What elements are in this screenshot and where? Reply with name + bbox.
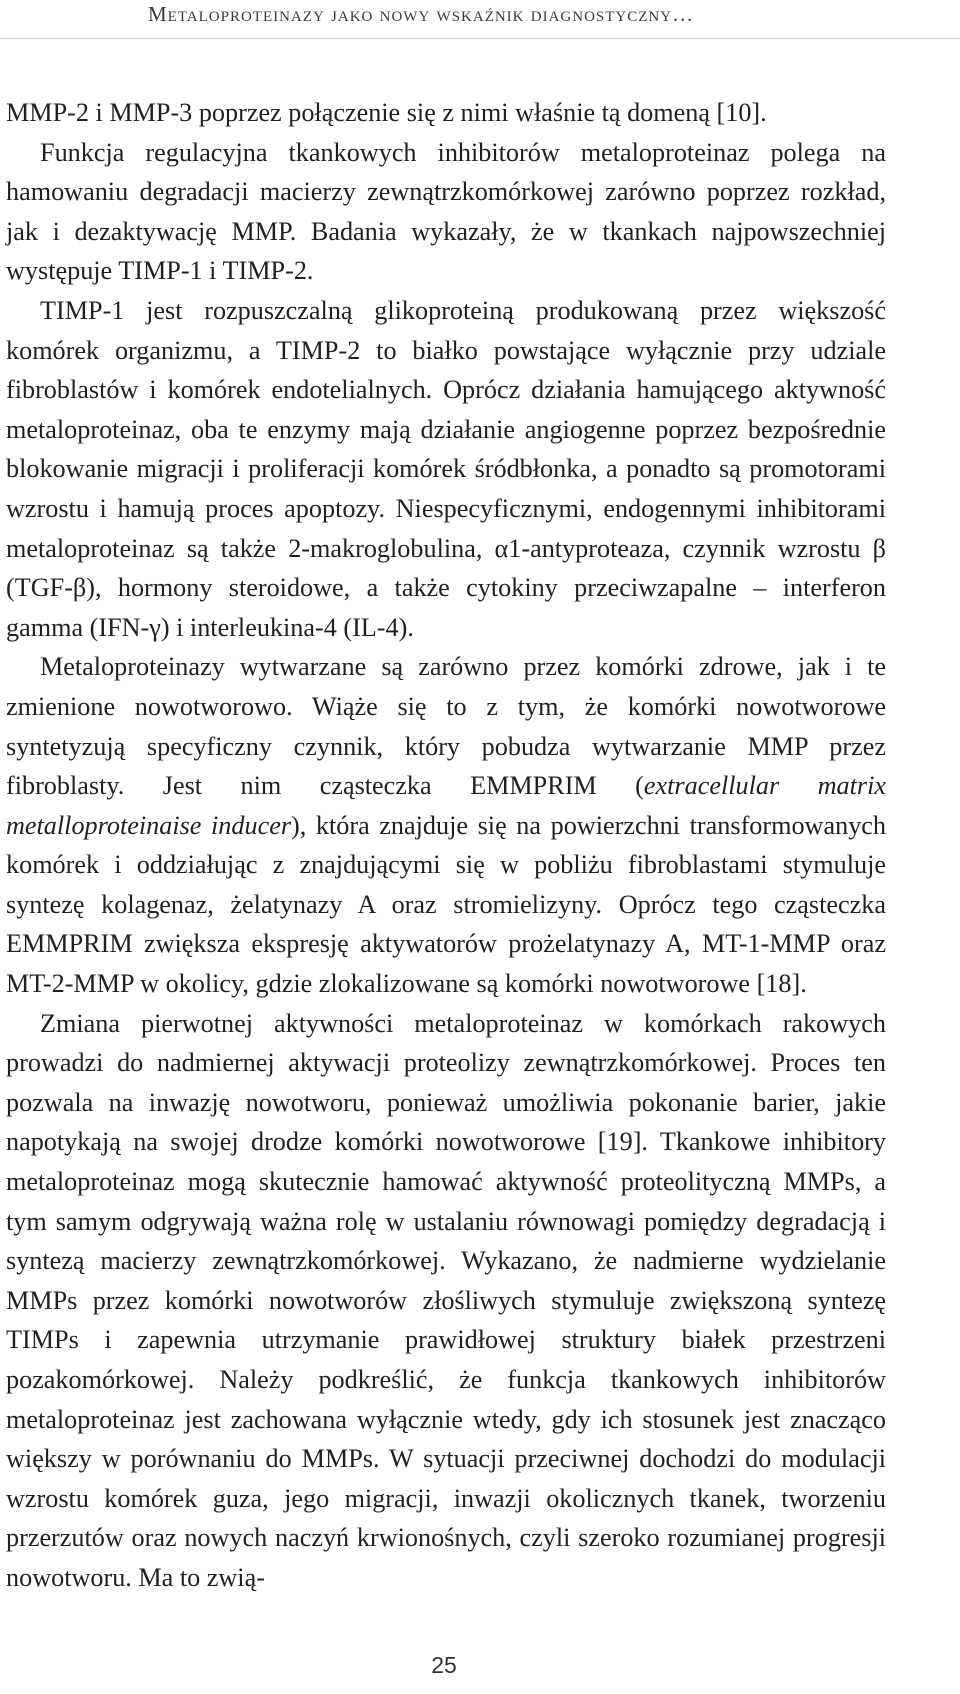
text-run: MMP-2 i MMP-3 poprzez połączenie się z nimi właśnie tą domeną [10]. (6, 98, 767, 127)
text-run: TIMP-1 jest rozpuszczalną glikoproteiną produkowaną przez większość komórek organizmu, a TIMP-2 to białko powstające wyłącznie przy udziale fibroblastów i komórek endotelialnych. Oprócz działania hamującego aktywność metaloproteinaz, oba te enzymy mają działanie angiogenne poprzez bezpośrednie blokowanie migracji i proliferacji komórek śródbłonka, a ponadto są promotorami wzrostu i hamują proces apoptozy. Niespecyficznymi, endogennymi inhibitorami metaloproteinaz są także 2-makroglobulina, α1-antyproteaza, czynnik wzrostu β (TGF-β), hormony steroidowe, a także cytokiny przeciwzapalne – interferon gamma (IFN-γ) i interleukina-4 (IL-4). (6, 295, 886, 642)
italic-term: extracellular matrix metalloproteinaise inducer (6, 771, 886, 840)
text-run: Metaloproteinazy wytwarzane są zarówno przez komórki zdrowe, jak i te zmienione nowotworowo. Wiąże się to z tym, że komórki nowotworowe syntetyzują specyficzny czynnik, który pobudza wytwarzanie MMP przez fibroblasty. Jest nim cząsteczka EMMPRIM ( (6, 652, 886, 801)
paragraph (6, 133, 886, 291)
page-number: 25 (431, 1652, 457, 1678)
body-text (6, 93, 886, 1598)
paragraph-continuation (6, 93, 886, 133)
text-run: ), która znajduje się na powierzchni transformowanych komórek i oddziałując z znajdującymi się w pobliżu fibroblastami stymuluje syntezę kolagenaz, żelatynazy A oraz stromielizyny. Oprócz tego cząsteczka EMMPRIM zwiększa ekspresję aktywatorów prożelatynazy A, MT-1-MMP oraz MT-2-MMP w okolicy, gdzie zlokalizowane są komórki nowotworowe [18]. (6, 810, 887, 999)
running-head: Metaloproteinazy jako nowy wskaźnik diagnostyczny… (148, 2, 695, 26)
header-rule (0, 38, 960, 39)
paragraph (6, 647, 886, 1003)
text-run: Zmiana pierwotnej aktywności metaloproteinaz w komórkach rakowych prowadzi do nadmiernej aktywacji proteolizy zewnątrzkomórkowej. Proces ten pozwala na inwazję nowotworu, ponieważ umożliwia pokonanie barier, jakie napotykają na swojej drodze komórki nowotworowe [19]. Tkankowe inhibitory metaloproteinaz mogą skutecznie hamować aktywność proteolityczną MMPs, a tym samym odgrywają ważna rolę w ustalaniu równowagi pomiędzy degradacją i syntezą macierzy zewnątrzkomórkowej. Wykazano, że nadmierne wydzielanie MMPs przez komórki nowotworów złośliwych stymuluje zwiększoną syntezę TIMPs i zapewnia utrzymanie prawidłowej struktury białek przestrzeni pozakomórkowej. Należy podkreślić, że funkcja tkankowych inhibitorów metaloproteinaz jest zachowana wyłącznie wtedy, gdy ich stosunek jest znacząco większy w porównaniu do MMPs. W sytuacji przeciwnej dochodzi do modulacji wzrostu komórek guza, jego migracji, inwazji okolicznych tkanek, tworzeniu przerzutów oraz nowych naczyń krwionośnych, czyli szeroko rozumianej progresji nowotworu. Ma to zwią- (6, 1008, 886, 1592)
text-run: Funkcja regulacyjna tkankowych inhibitorów metaloproteinaz polega na hamowaniu degradacji macierzy zewnątrzkomórkowej zarówno poprzez rozkład, jak i dezaktywację MMP. Badania wykazały, że w tkankach najpowszechniej występuje TIMP-1 i TIMP-2. (6, 137, 886, 286)
paragraph (6, 1004, 886, 1598)
paragraph (6, 291, 886, 647)
